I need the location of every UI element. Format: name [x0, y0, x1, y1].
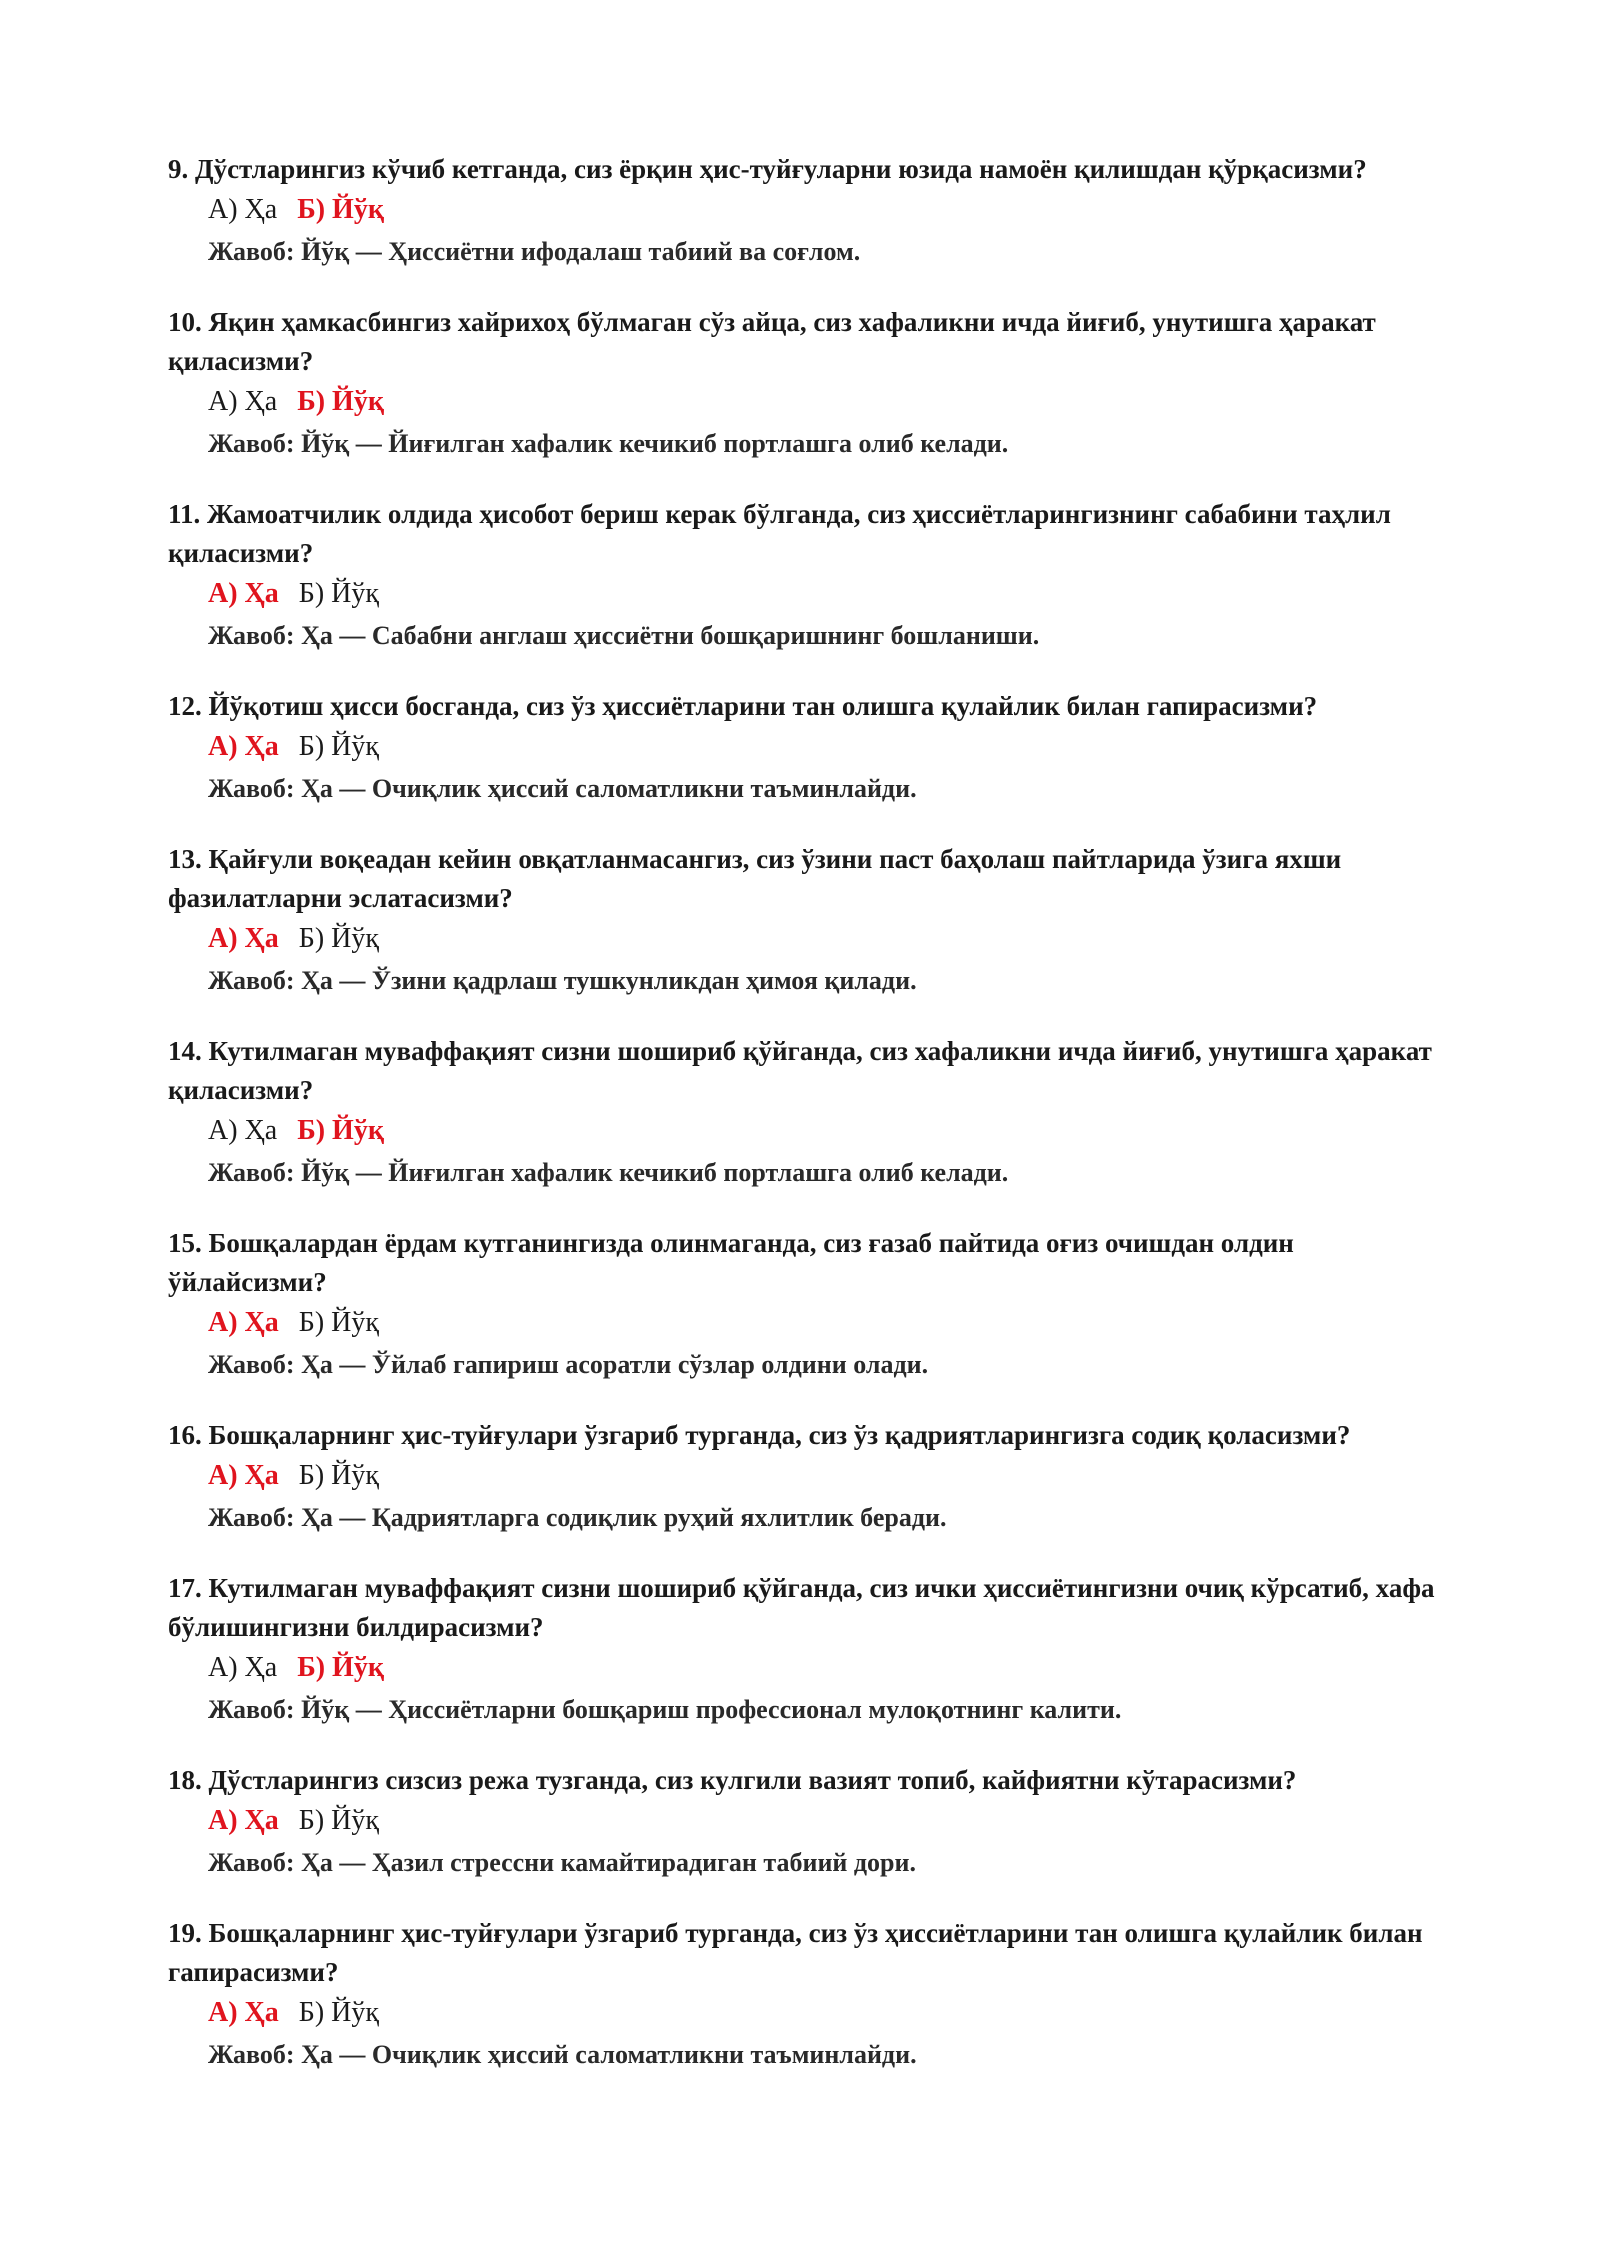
answer-text: Жавоб: Ҳа — Сабабни англаш ҳиссиётни бошқаришнинг бошланиши. [208, 621, 1040, 650]
question-item [168, 1569, 1458, 1731]
question-text: 18. Дўстларингиз сизсиз режа тузганда, сиз кулгили вазият топиб, кайфиятни кўтарасизми? [168, 1765, 1297, 1795]
option-b: Б) Йўқ [298, 578, 379, 609]
question-text: 19. Бошқаларнинг ҳис-туйғулари ўзгариб турганда, сиз ўз ҳиссиётларини тан олишга қулайлик билан гапирасизми? [168, 1918, 1423, 1987]
question-item [168, 1032, 1458, 1194]
options-row [208, 381, 1458, 423]
question-item [168, 495, 1458, 657]
question-text: 11. Жамоатчилик олдида ҳисобот бериш керак бўлганда, сиз ҳиссиётларингизнинг сабабини таҳлил қиласизми? [168, 499, 1391, 568]
option-a: А) Ҳа [208, 578, 279, 609]
answer-text: Жавоб: Йўқ — Ҳиссиётни ифодалаш табиий ва соғлом. [208, 237, 861, 266]
option-a: А) Ҳа [208, 1115, 278, 1146]
options-row [208, 1647, 1458, 1689]
option-b: Б) Йўқ [298, 1997, 379, 2028]
answer-text: Жавоб: Ҳа — Ҳазил стрессни камайтирадиган табиий дори. [208, 1848, 916, 1877]
question-item [168, 150, 1458, 273]
question-item [168, 1914, 1458, 2076]
options-row [208, 1110, 1458, 1152]
option-b: Б) Йўқ [297, 1652, 384, 1683]
question-text: 16. Бошқаларнинг ҳис-туйғулари ўзгариб турганда, сиз ўз қадриятларингизга содиқ қоласизми? [168, 1420, 1351, 1450]
options-row [208, 573, 1458, 615]
question-item [168, 1416, 1458, 1539]
question-list [168, 150, 1458, 2106]
option-a: А) Ҳа [208, 923, 279, 954]
question-text: 15. Бошқалардан ёрдам кутганингизда олинмаганда, сиз ғазаб пайтида оғиз очишдан олдин ўйлайсизми? [168, 1228, 1294, 1297]
question-item [168, 687, 1458, 810]
option-b: Б) Йўқ [298, 731, 379, 762]
options-row [208, 1800, 1458, 1842]
question-text: 17. Кутилмаган муваффақият сизни шошириб қўйганда, сиз ички ҳиссиётингизни очиқ кўрсатиб, хафа бўлишингизни билдирасизми? [168, 1573, 1435, 1642]
option-a: А) Ҳа [208, 386, 278, 417]
option-a: А) Ҳа [208, 1460, 279, 1491]
option-a: А) Ҳа [208, 1307, 279, 1338]
option-b: Б) Йўқ [298, 1307, 379, 1338]
options-row [208, 189, 1458, 231]
question-item [168, 1761, 1458, 1884]
answer-text: Жавоб: Ҳа — Қадриятларга содиқлик руҳий яхлитлик беради. [208, 1503, 947, 1532]
option-a: А) Ҳа [208, 194, 278, 225]
option-b: Б) Йўқ [298, 923, 379, 954]
option-b: Б) Йўқ [298, 1460, 379, 1491]
answer-text: Жавоб: Йўқ — Йиғилган хафалик кечикиб портлашга олиб келади. [208, 1158, 1009, 1187]
answer-text: Жавоб: Ҳа — Ўзини қадрлаш тушкунликдан ҳимоя қилади. [208, 966, 917, 995]
answer-text: Жавоб: Ҳа — Очиқлик ҳиссий саломатликни таъминлайди. [208, 774, 917, 803]
question-text: 12. Йўқотиш ҳисси босганда, сиз ўз ҳиссиётларини тан олишга қулайлик билан гапирасизми? [168, 691, 1318, 721]
option-a: А) Ҳа [208, 1997, 279, 2028]
question-text: 10. Яқин ҳамкасбингиз хайрихоҳ бўлмаган сўз айца, сиз хафаликни ичда йиғиб, унутишга ҳаракат қиласизми? [168, 307, 1376, 376]
answer-text: Жавоб: Йўқ — Ҳиссиётларни бошқариш профессионал мулоқотнинг калити. [208, 1695, 1122, 1724]
question-text: 14. Кутилмаган муваффақият сизни шошириб қўйганда, сиз хафаликни ичда йиғиб, унутишга ҳаракат қиласизми? [168, 1036, 1432, 1105]
question-item [168, 303, 1458, 465]
options-row [208, 1992, 1458, 2034]
option-b: Б) Йўқ [297, 1115, 384, 1146]
question-text: 13. Қайғули воқеадан кейин овқатланмасангиз, сиз ўзини паст баҳолаш пайтларида ўзига яхши фазилатларни эслатасизми? [168, 844, 1342, 913]
question-text: 9. Дўстларингиз кўчиб кетганда, сиз ёрқин ҳис-туйғуларни юзида намоён қилишдан қўрқасизми? [168, 154, 1367, 184]
options-row [208, 1302, 1458, 1344]
options-row [208, 1455, 1458, 1497]
question-item [168, 840, 1458, 1002]
option-a: А) Ҳа [208, 1805, 279, 1836]
option-b: Б) Йўқ [297, 386, 384, 417]
option-a: А) Ҳа [208, 1652, 278, 1683]
option-a: А) Ҳа [208, 731, 279, 762]
answer-text: Жавоб: Йўқ — Йиғилган хафалик кечикиб портлашга олиб келади. [208, 429, 1009, 458]
question-item [168, 1224, 1458, 1386]
answer-text: Жавоб: Ҳа — Ўйлаб гапириш асоратли сўзлар олдини олади. [208, 1350, 929, 1379]
options-row [208, 918, 1458, 960]
answer-text: Жавоб: Ҳа — Очиқлик ҳиссий саломатликни таъминлайди. [208, 2040, 917, 2069]
option-b: Б) Йўқ [298, 1805, 379, 1836]
options-row [208, 726, 1458, 768]
option-b: Б) Йўқ [297, 194, 384, 225]
